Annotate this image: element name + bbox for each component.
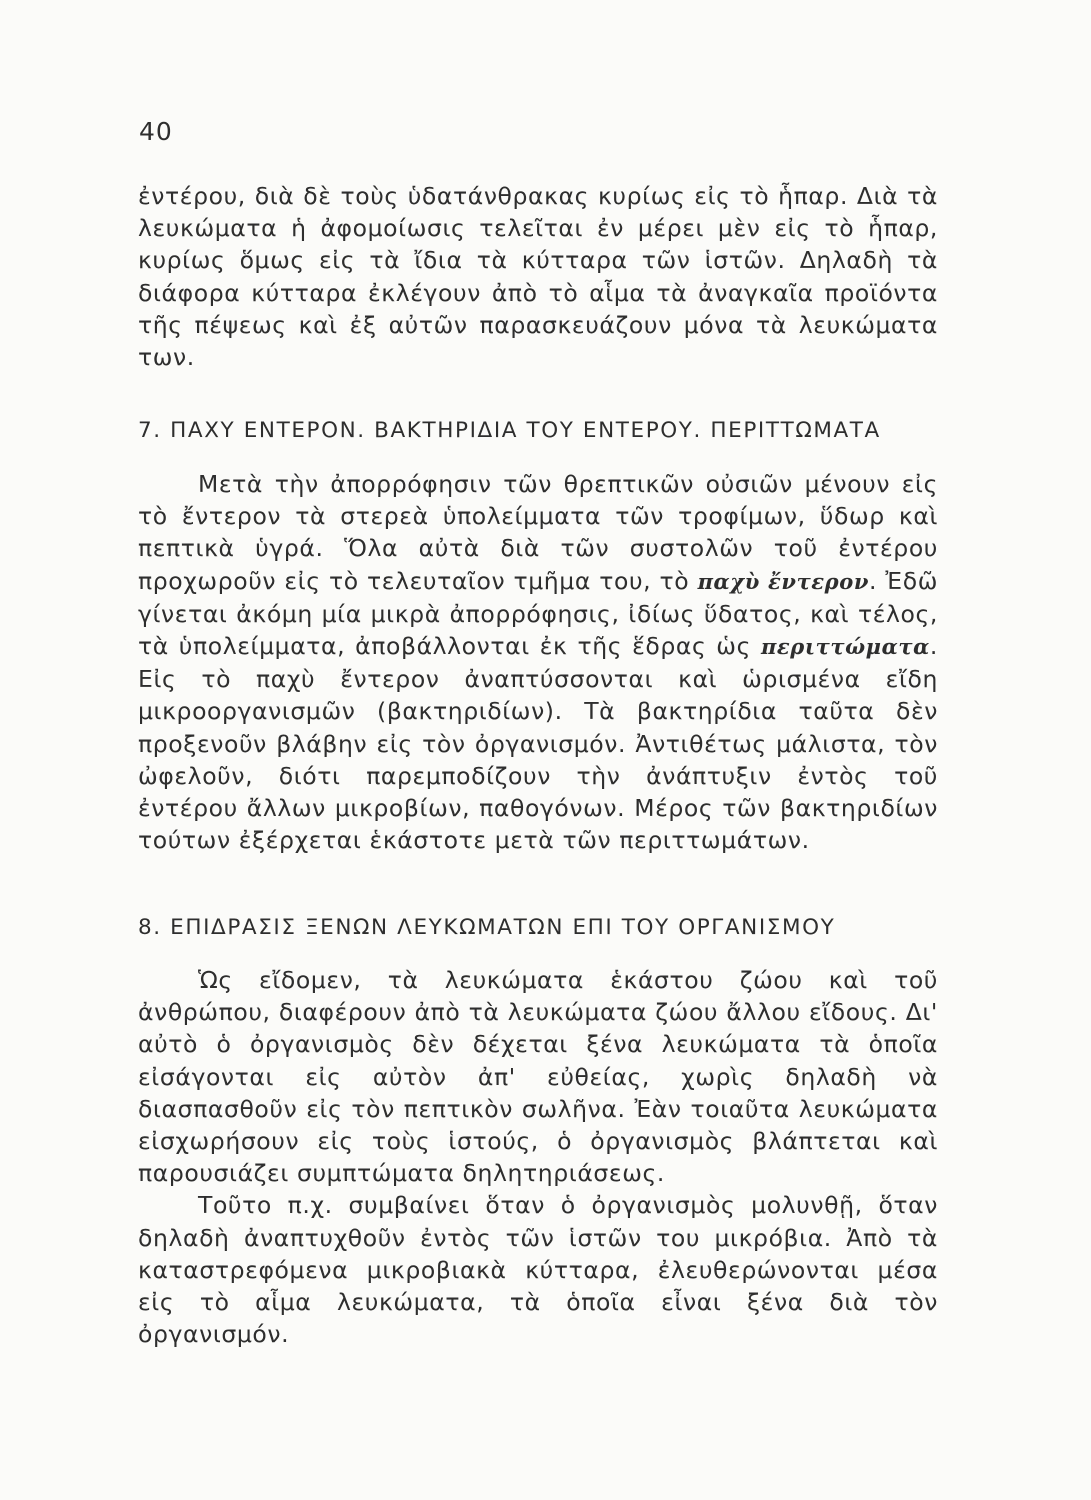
section-8-paragraph-1: Ὡς εἴδομεν, τὰ λευκώματα ἑκάστου ζώου καὶ τοῦ ἀνθρώπου, διαφέρουν ἀπὸ τὰ λευκώματα ζώου ἄλλου εἴδους. Δι' αὐτὸ ὁ ὀργανισμὸς δὲν δέχεται ξένα λευκώματα τὰ ὁποῖα εἰσάγονται εἰς αὐτὸν ἀπ' εὐθείας, χωρὶς δηλαδὴ νὰ διασπασθοῦν εἰς τὸν πεπτικὸν σωλῆνα. Ἐὰν τοιαῦτα λευκώματα εἰσχωρήσουν εἰς τοὺς ἱστούς, ὁ ὀργανισμὸς βλάπτεται καὶ παρουσιάζει συμπτώματα δηλητηριάσεως. xyxy=(138,966,938,1188)
intro-paragraph: ἐντέρου, διὰ δὲ τοὺς ὑδατάνθρακας κυρίως εἰς τὸ ἧπαρ. Διὰ τὰ λευκώματα ἡ ἀφομοίωσις τελεῖται ἐν μέρει μὲν εἰς τὸ ἧπαρ, κυρίως ὅμως εἰς τὰ ἴδια τὰ κύτταρα τῶν ἱστῶν. Δηλαδὴ τὰ διάφορα κύτταρα ἐκλέγουν ἀπὸ τὸ αἷμα τὰ ἀναγκαῖα προϊόντα τῆς πέψεως καὶ ἐξ αὐτῶν παρασκευάζουν μόνα τὰ λευκώματα των. xyxy=(138,182,938,372)
section-8-paragraph-2: Τοῦτο π.χ. συμβαίνει ὅταν ὁ ὀργανισμὸς μολυνθῇ, ὅταν δηλαδὴ ἀναπτυχθοῦν ἐντὸς τῶν ἱστῶν του μικρόβια. Ἀπὸ τὰ καταστρεφόμενα μικροβιακὰ κύτταρα, ἐλευθερώνονται μέσα εἰς τὸ αἷμα λευκώματα, τὰ ὁποῖα εἶναι ξένα διὰ τὸν ὀργανισμόν. xyxy=(138,1191,938,1349)
section-7-text-c: . Εἰς τὸ παχὺ ἔντερον ἀναπτύσσονται καὶ ὡρισμένα εἴδη μικροοργανισμῶν (βακτηριδίων). Τὰ βακτηρίδια ταῦτα δὲν προξενοῦν βλάβην εἰς τὸν ὀργανισμόν. Ἀντιθέτως μάλιστα, τὸν ὠφελοῦν, διότι παρεμποδίζουν τὴν ἀνάπτυξιν ἐντὸς τοῦ ἐντέρου ἄλλων μικροβίων, παθογόνων. Μέρος τῶν βακτηριδίων τούτων ἐξέρχεται ἑκάστοτε μετὰ τῶν περιττωμάτων. xyxy=(138,632,938,855)
intro-paragraph-block xyxy=(138,180,938,373)
section-8-body xyxy=(138,964,938,1350)
term-large-intestine: παχὺ ἔντερον xyxy=(697,568,870,594)
section-7-body xyxy=(138,468,938,856)
section-7-text-a: Μετὰ τὴν ἀπορρόφησιν τῶν θρεπτικῶν οὐσιῶν μένουν εἰς τὸ ἔντερον τὰ στερεὰ ὑπολείμματα τῶν τροφίμων, ὕδωρ καὶ πεπτικὰ ὑγρά. Ὅλα αὐτὰ διὰ τῶν συστολῶν τοῦ ἐντέρου προχωροῦν εἰς τὸ τελευταῖον τμῆμα του, τὸ xyxy=(138,470,938,595)
section-8-heading: 8. ΕΠΙΔΡΑΣΙΣ ΞΕΝΩΝ ΛΕΥΚΩΜΑΤΩΝ ΕΠΙ ΤΟΥ ΟΡΓΑΝΙΣΜΟΥ xyxy=(138,915,836,940)
section-7-paragraph xyxy=(138,468,938,856)
term-excrement: περιττώματα xyxy=(760,634,930,660)
section-7-text-b: . Ἐδῶ γίνεται ἀκόμη μία μικρὰ ἀπορρόφησις, ἰδίως ὕδατος, καὶ τέλος, τὰ ὑπολείμματα, ἀποβάλλονται ἐκ τῆς ἕδρας ὡς xyxy=(138,566,938,661)
section-7-heading: 7. ΠΑΧΥ ΕΝΤΕΡΟΝ. ΒΑΚΤΗΡΙΔΙΑ ΤΟΥ ΕΝΤΕΡΟΥ. ΠΕΡΙΤΤΩΜΑΤΑ xyxy=(138,418,881,443)
page-number: 40 xyxy=(139,117,173,146)
